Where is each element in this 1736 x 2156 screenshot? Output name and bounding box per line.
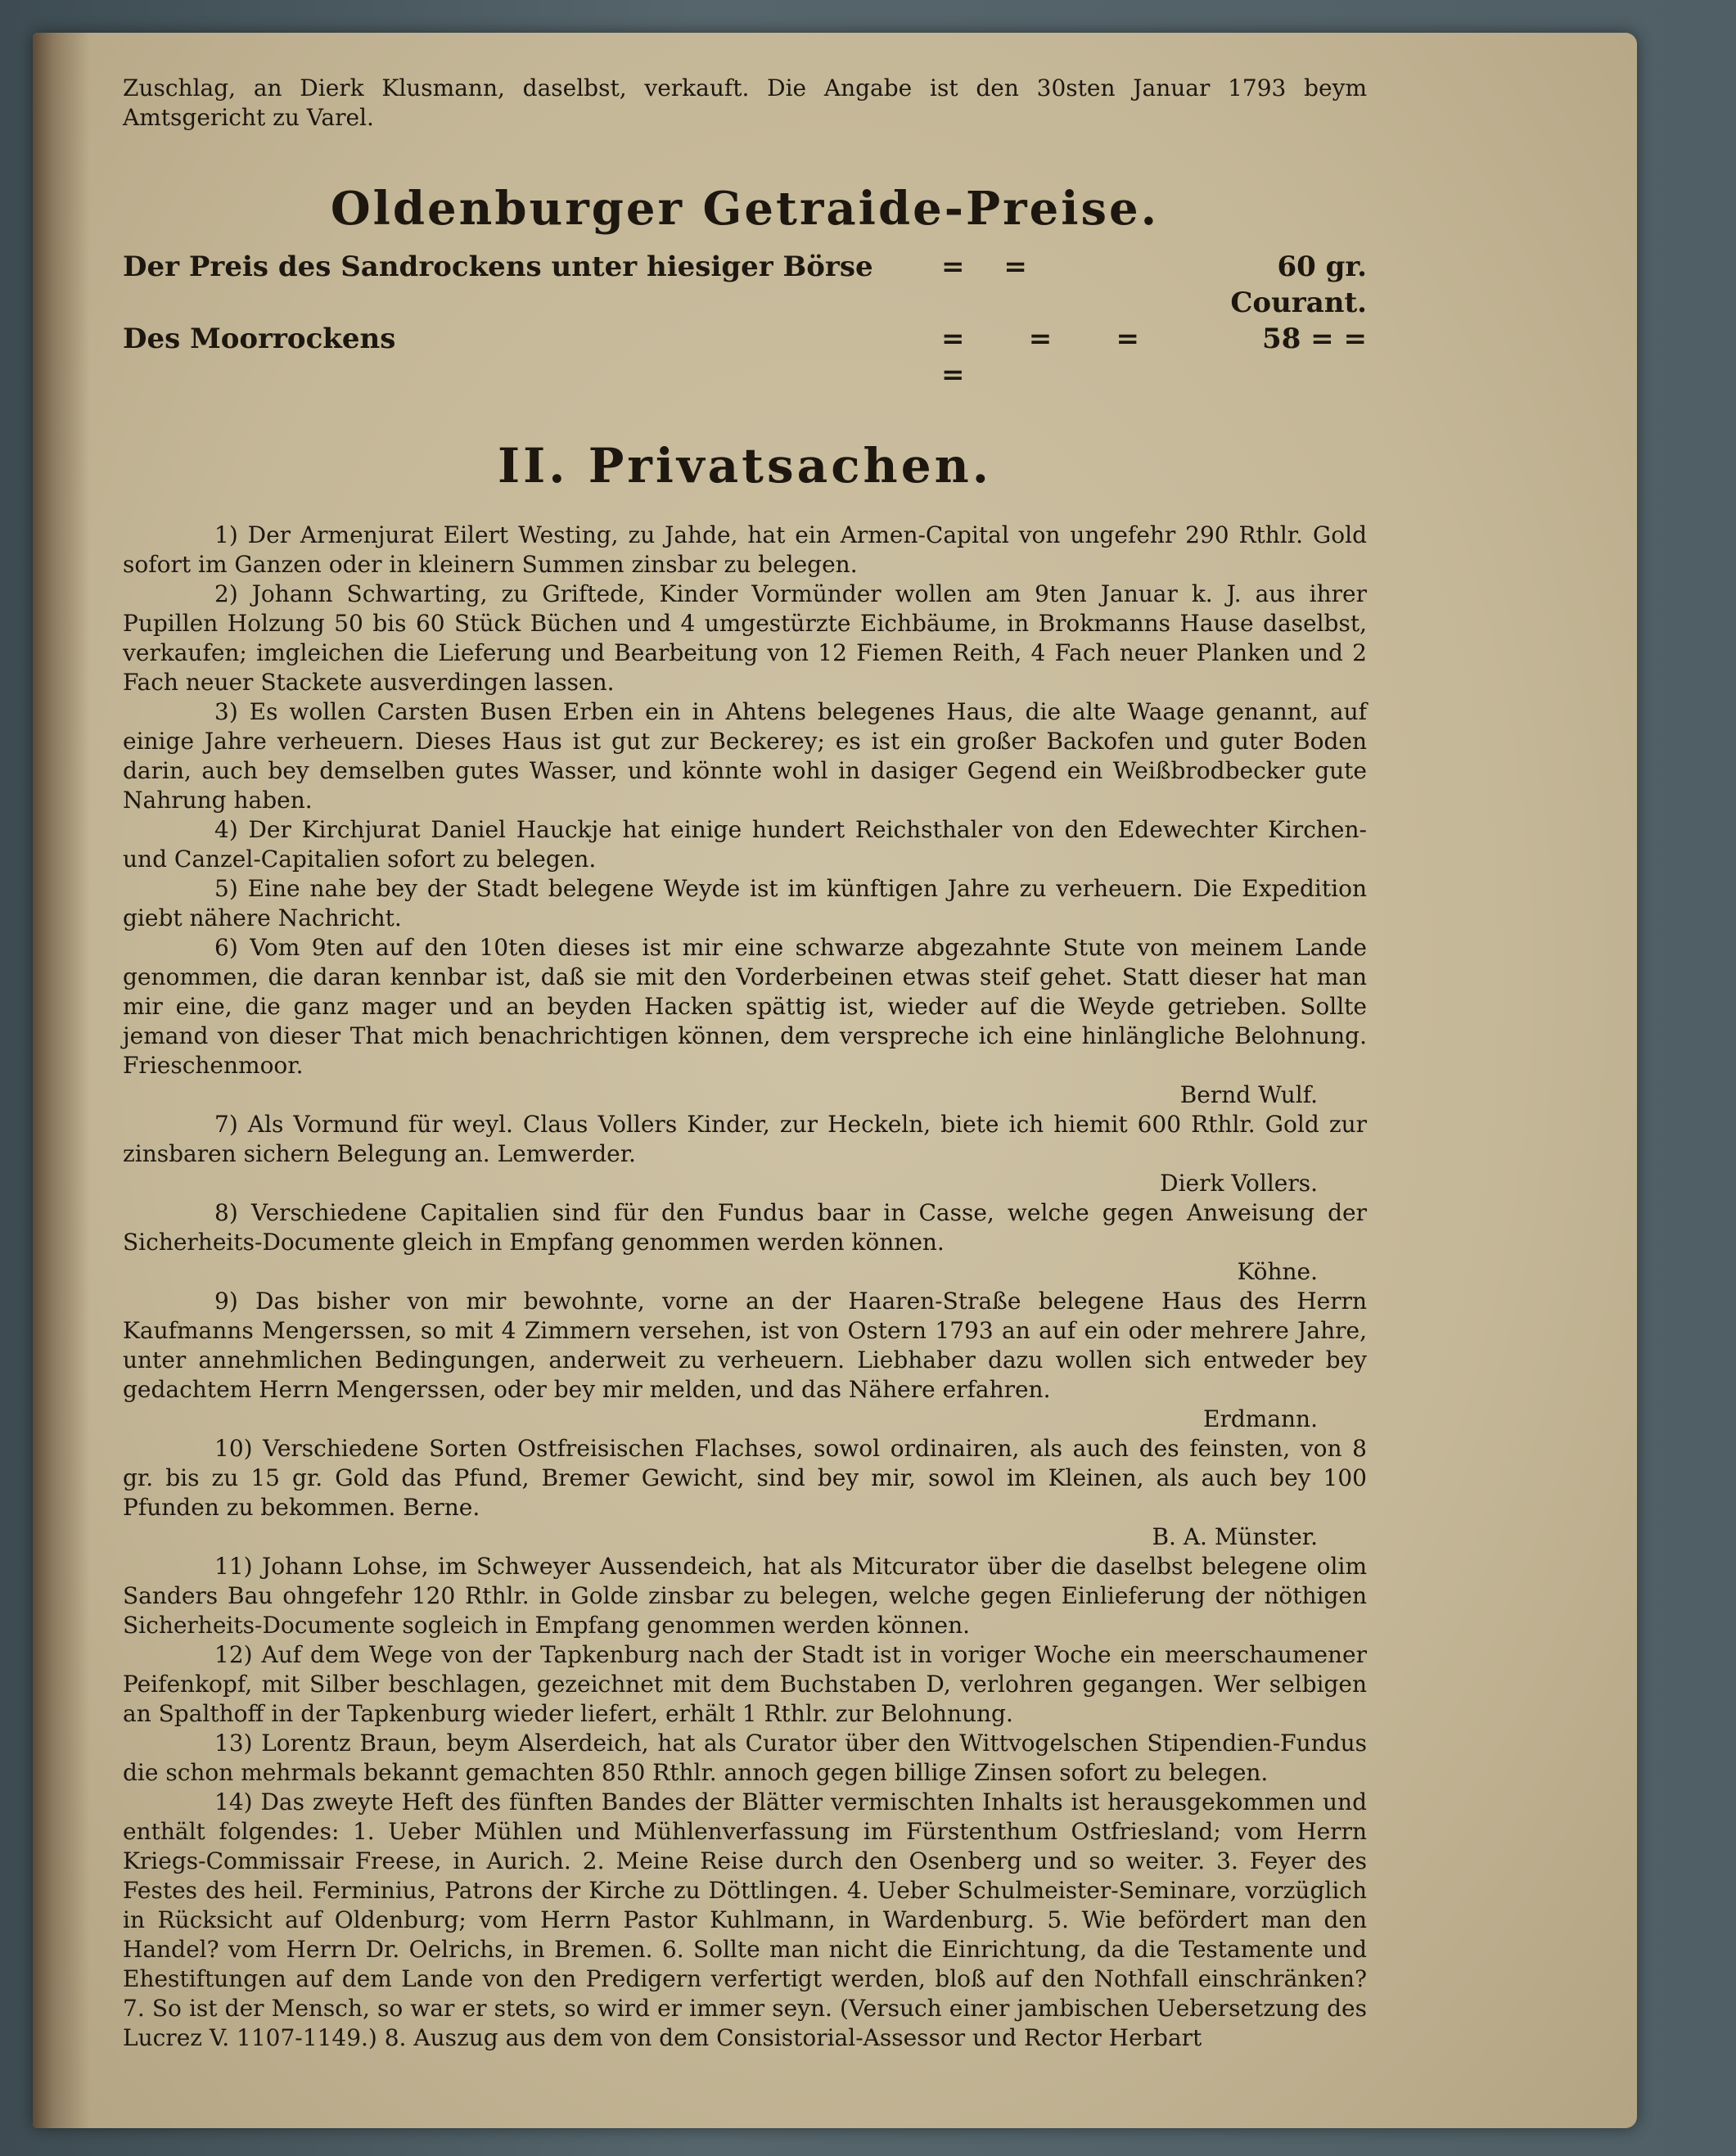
notice-item-3 — [123, 697, 1367, 815]
notice-signature: Köhne. — [1237, 1258, 1318, 1285]
notice-signature: Bernd Wulf. — [1179, 1081, 1318, 1108]
notice-text: 5) Eine nahe bey der Stadt belegene Weyde ist im künftigen Jahre zu verheuern. Die Expedition giebt nähere Nachricht. — [123, 875, 1367, 931]
notice-text: 11) Johann Lohse, im Schweyer Aussendeich, hat als Mitcurator über die daselbst belegene olim Sanders Bau ohngefehr 120 Rthlr. in Golde zinsbar zu belegen, welche gegen Einlieferung der nöthigen Sicherheits-Documente sogleich in Empfang genommen werden können. — [123, 1553, 1367, 1639]
price-dots: = = — [941, 250, 1042, 283]
notice-item-1 — [123, 521, 1367, 580]
notice-list — [123, 521, 1367, 2053]
notice-item-8 — [123, 1198, 1367, 1287]
notice-item-12 — [123, 1640, 1367, 1729]
notice-item-7 — [123, 1110, 1367, 1198]
notice-item-11 — [123, 1552, 1367, 1640]
document-page — [33, 33, 1637, 2128]
top-notice: Zuschlag, an Dierk Klusmann, daselbst, verkauft. Die Angabe ist den 30sten Januar 1793 beym Amtsgericht zu Varel. — [123, 74, 1367, 131]
price-row-moorrocken — [123, 321, 1367, 393]
price-value: 60 gr. Courant. — [1230, 250, 1367, 319]
notice-text: 8) Verschiedene Capitalien sind für den Fundus baar in Casse, welche gegen Anweisung der Sicherheits-Documente gleich in Empfang genommen werden können. — [123, 1199, 1367, 1256]
notice-text: 12) Auf dem Wege von der Tapkenburg nach der Stadt ist in voriger Woche ein meerschaumener Peifenkopf, mit Silber beschlagen, gezeichnet mit dem Buchstaben D, verlohren gegangen. Wer selbigen an Spalthoff in der Tapkenburg wieder liefert, erhält 1 Rthlr. zur Belohnung. — [123, 1641, 1367, 1727]
notice-item-14 — [123, 1788, 1367, 2053]
notice-text: 10) Verschiedene Sorten Ostfreisischen Flachses, sowol ordinairen, als auch des feinsten, von 8 gr. bis zu 15 gr. Gold das Pfund, Bremer Gewicht, sind bey mir, sowol im Kleinen, als auch bey 100 Pfunden zu bekommen. Berne. — [123, 1435, 1367, 1521]
notice-text: 1) Der Armenjurat Eilert Westing, zu Jahde, hat ein Armen-Capital von ungefehr 290 Rthlr. Gold sofort im Ganzen oder in kleinern Summen zinsbar zu belegen. — [123, 521, 1367, 578]
notice-text: 14) Das zweyte Heft des fünften Bandes der Blätter vermischten Inhalts ist herausgekommen und enthält folgendes: 1. Ueber Mühlen und Mühlenverfassung im Fürstenthum Ostfriesland; vom Herrn Kriegs-Commissair Freese, in Aurich. 2. Meine Reise durch den Osenberg und so weiter. 3. Feyer des Festes des heil. Ferminius, Patrons der Kirche zu Döttlingen. 4. Ueber Schulmeister-Seminare, vorzüglich in Rücksicht auf Oldenburg; vom Herrn Pastor Kuhlmann, in Wardenburg. 5. Wie befördert man den Handel? vom Herrn Dr. Oelrichs, in Bremen. 6. Sollte man nicht die Einrichtung, da die Testamente und Ehestiftungen auf dem Lande von den Predigern verfertigt werden, bloß auf den Nothfall einschränken? 7. So ist der Mensch, so war er stets, so wird er immer seyn. (Versuch einer jambischen Uebersetzung des Lucrez V. 1107-1149.) 8. Auszug aus dem von dem Consistorial-Assessor und Rector Herbart — [123, 1788, 1367, 2051]
notice-item-5 — [123, 874, 1367, 933]
price-label: Der Preis des Sandrockens unter hiesiger Börse — [123, 250, 873, 283]
binding-gutter — [33, 33, 90, 2128]
notice-item-9 — [123, 1287, 1367, 1434]
notice-text: 9) Das bisher von mir bewohnte, vorne an der Haaren-Straße belegene Haus des Herrn Kaufmanns Mengerssen, so mit 4 Zimmern versehen, ist von Ostern 1793 an auf ein oder mehrere Jahre, unter annehmlichen Bedingungen, anderweit zu verheuern. Liebhaber dazu wollen sich entweder bey gedachtem Herrn Mengerssen, oder bey mir melden, und das Nähere erfahren. — [123, 1288, 1367, 1403]
notice-text: 3) Es wollen Carsten Busen Erben ein in Ahtens belegenes Haus, die alte Waage genannt, auf einige Jahre verheuern. Dieses Haus ist gut zur Beckerey; es ist ein großer Backofen und guter Boden darin, auch bey demselben gutes Wasser, und könnte wohl in dasiger Gegend ein Weißbrodbecker gute Nahrung haben. — [123, 698, 1367, 814]
notice-item-4 — [123, 815, 1367, 874]
private-matters-title: II. Privatsachen. — [498, 438, 992, 494]
notice-signature: Erdmann. — [1203, 1405, 1318, 1432]
notice-item-2 — [123, 580, 1367, 697]
notice-item-10 — [123, 1434, 1367, 1552]
notice-text: 4) Der Kirchjurat Daniel Hauckje hat einige hundert Reichsthaler von den Edewechter Kirchen- und Canzel-Capitalien sofort zu belegen. — [123, 816, 1367, 873]
price-dots: = = = = — [941, 322, 1154, 391]
grain-prices-title: Oldenburger Getraide-Preise. — [330, 182, 1160, 236]
notice-signature: Dierk Vollers. — [1160, 1170, 1318, 1197]
notice-text: 2) Johann Schwarting, zu Griftede, Kinder Vormünder wollen am 9ten Januar k. J. aus ihrer Pupillen Holzung 50 bis 60 Stück Büchen und 4 umgestürzte Eichbäume, in Brokmanns Hause daselbst, verkaufen; imgleichen die Lieferung und Bearbeitung von 12 Fiemen Reith, 4 Fach neuer Planken und 2 Fach neuer Stackete ausverdingen lassen. — [123, 580, 1367, 696]
notice-text: 13) Lorentz Braun, beym Alserdeich, hat als Curator über den Wittvogelschen Stipendien-Fundus die schon mehrmals bekannt gemachten 850 Rthlr. annoch gegen billige Zinsen sofort zu belegen. — [123, 1730, 1367, 1786]
notice-item-13 — [123, 1729, 1367, 1788]
text-column — [123, 74, 1367, 2053]
price-row-sandrocken — [123, 249, 1367, 321]
notice-text: 7) Als Vormund für weyl. Claus Vollers Kinder, zur Heckeln, biete ich hiemit 600 Rthlr. Gold zur zinsbaren sichern Belegung an. Lemwerder. — [123, 1111, 1367, 1167]
notice-signature: B. A. Münster. — [1152, 1523, 1318, 1550]
notice-text: 6) Vom 9ten auf den 10ten dieses ist mir eine schwarze abgezahnte Stute von meinem Lande genommen, die daran kennbar ist, daß sie mit den Vorderbeinen etwas steif gehet. Statt dieser hat man mir eine, die ganz mager und an beyden Hacken spättig ist, wieder auf die Weyde getrieben. Sollte jemand von dieser That mich benachrichtigen können, dem verspreche ich eine hinlängliche Belohnung. Frieschenmoor. — [123, 934, 1367, 1079]
price-label: Des Moorrockens — [123, 322, 396, 355]
price-value: 58 = = — [1262, 322, 1367, 355]
notice-item-6 — [123, 933, 1367, 1110]
